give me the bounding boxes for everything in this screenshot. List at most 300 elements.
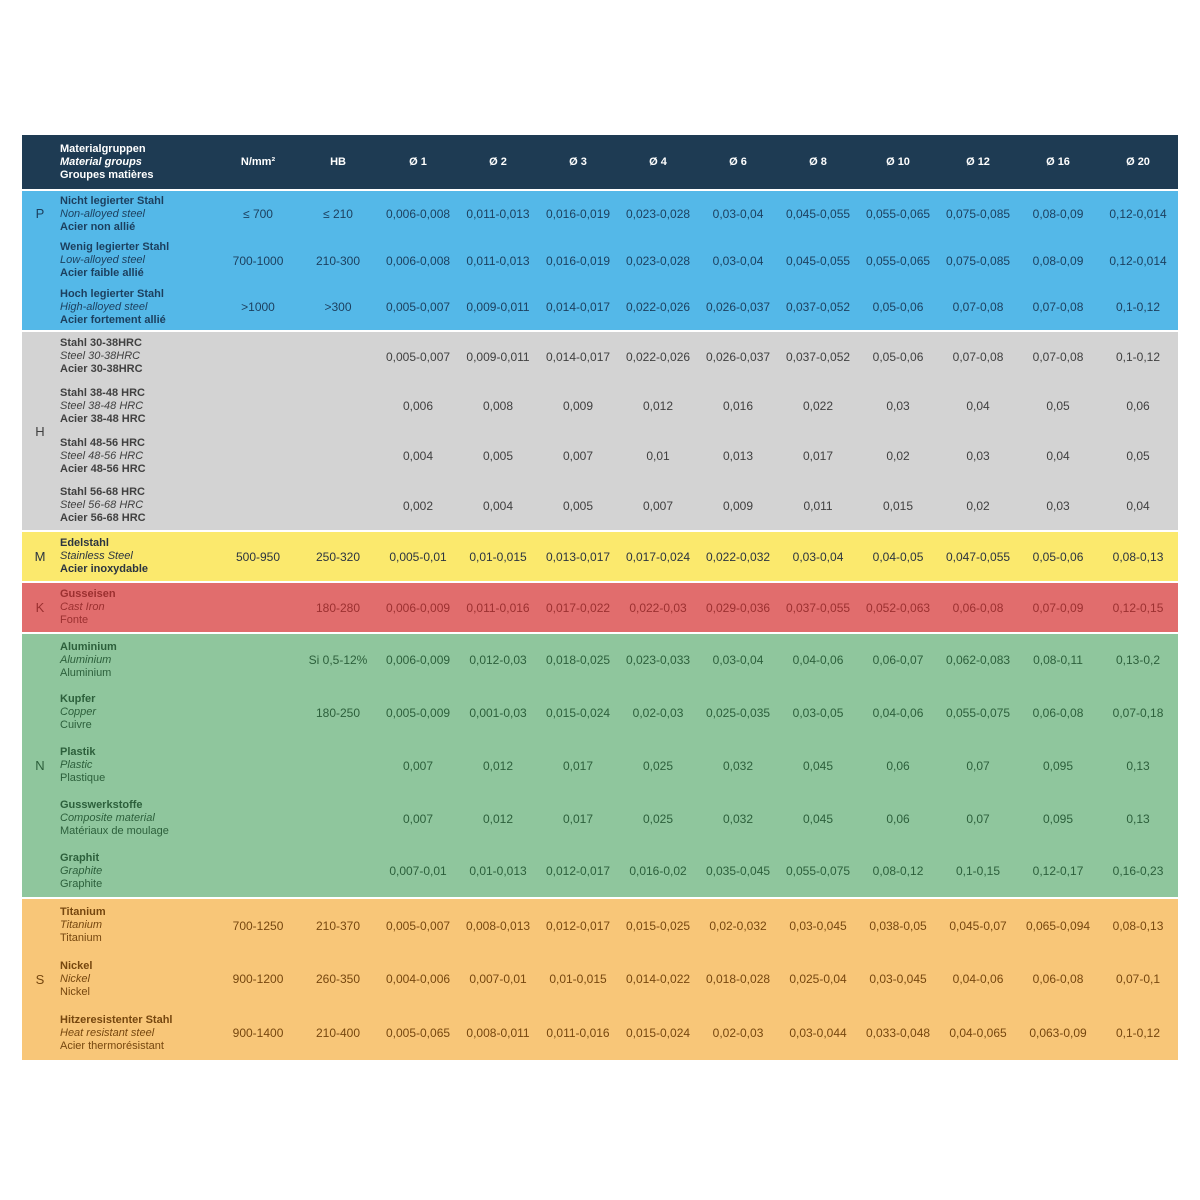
feed-value-cell: 0,026-0,037 bbox=[698, 331, 778, 381]
feed-value-cell: 0,011-0,013 bbox=[458, 237, 538, 284]
feed-value-cell: 0,05 bbox=[1098, 431, 1178, 481]
feed-value-cell bbox=[298, 481, 378, 531]
feed-value-cell: 0,022 bbox=[778, 381, 858, 431]
feed-value-cell: 0,045 bbox=[778, 792, 858, 845]
feed-value-cell: 0,055-0,065 bbox=[858, 237, 938, 284]
feed-value-cell: 0,006 bbox=[378, 381, 458, 431]
material-name-en: Steel 48-56 HRC bbox=[60, 449, 144, 462]
feed-value-cell: 0,05-0,06 bbox=[1018, 531, 1098, 582]
section-N bbox=[22, 633, 1178, 898]
feed-value-cell: 0,04-0,06 bbox=[938, 952, 1018, 1006]
feed-value-cell: 0,08-0,13 bbox=[1098, 531, 1178, 582]
material-name-fr: Cuivre bbox=[60, 719, 92, 731]
material-name bbox=[58, 531, 218, 582]
feed-value-cell: 0,07-0,09 bbox=[1018, 582, 1098, 633]
material-name bbox=[58, 381, 218, 431]
material-name-de: Wenig legierter Stahl bbox=[60, 241, 170, 253]
feed-value-cell: 0,02-0,032 bbox=[698, 898, 778, 952]
feed-value-cell: 900-1400 bbox=[218, 1006, 298, 1060]
material-name-fr: Acier 56-68 HRC bbox=[60, 512, 146, 524]
feed-value-cell: 0,004 bbox=[458, 481, 538, 531]
material-name-de: Nicht legierter Stahl bbox=[60, 194, 164, 207]
material-feed-table bbox=[22, 135, 1178, 1060]
feed-value-cell: 0,047-0,055 bbox=[938, 531, 1018, 582]
feed-value-cell: 0,016 bbox=[698, 381, 778, 431]
feed-value-cell: 0,03 bbox=[938, 431, 1018, 481]
material-name-fr: Plastique bbox=[60, 772, 106, 784]
material-name bbox=[58, 237, 218, 284]
feed-value-cell: 0,033-0,048 bbox=[858, 1006, 938, 1060]
material-row bbox=[22, 237, 1178, 284]
table-title-en: Material groups bbox=[60, 155, 142, 168]
material-name-fr: Acier 38-48 HRC bbox=[60, 412, 146, 425]
feed-value-cell: 0,12-0,014 bbox=[1098, 237, 1178, 284]
material-name-fr: Aluminium bbox=[60, 666, 112, 679]
feed-value-cell: 0,06 bbox=[858, 792, 938, 845]
material-name-en: Heat resistant steel bbox=[60, 1026, 155, 1039]
material-name-fr: Acier thermorésistant bbox=[60, 1039, 164, 1052]
feed-value-cell: 0,04-0,06 bbox=[858, 686, 938, 739]
feed-value-cell: 0,04 bbox=[1018, 431, 1098, 481]
feed-value-cell: 0,13 bbox=[1098, 792, 1178, 845]
feed-value-cell: 0,008-0,011 bbox=[458, 1006, 538, 1060]
section-letter-M: M bbox=[22, 531, 58, 582]
feed-value-cell: 0,005 bbox=[538, 481, 618, 531]
feed-value-cell: 0,009 bbox=[698, 481, 778, 531]
feed-value-cell: 0,04-0,065 bbox=[938, 1006, 1018, 1060]
material-row bbox=[22, 582, 1178, 633]
column-header: Ø 1 bbox=[378, 135, 458, 190]
section-K bbox=[22, 582, 1178, 633]
feed-value-cell: 0,13 bbox=[1098, 739, 1178, 792]
feed-value-cell: 0,05-0,06 bbox=[858, 331, 938, 381]
feed-value-cell: 0,025-0,035 bbox=[698, 686, 778, 739]
material-row bbox=[22, 431, 1178, 481]
feed-value-cell: 0,005-0,01 bbox=[378, 531, 458, 582]
material-row bbox=[22, 845, 1178, 898]
feed-value-cell: 0,005 bbox=[458, 431, 538, 481]
material-name-de: Edelstahl bbox=[60, 537, 109, 549]
section-letter-S: S bbox=[22, 898, 58, 1060]
feed-value-cell: 0,015 bbox=[858, 481, 938, 531]
feed-value-cell: 0,006-0,009 bbox=[378, 582, 458, 633]
feed-value-cell bbox=[218, 331, 298, 381]
feed-value-cell: 0,012-0,017 bbox=[538, 845, 618, 898]
feed-value-cell: 0,03-0,044 bbox=[778, 1006, 858, 1060]
feed-value-cell: 0,014-0,022 bbox=[618, 952, 698, 1006]
feed-value-cell: 700-1250 bbox=[218, 898, 298, 952]
material-name-en: Titanium bbox=[60, 919, 103, 931]
feed-value-cell: 0,025-0,04 bbox=[778, 952, 858, 1006]
feed-value-cell: 0,03-0,045 bbox=[858, 952, 938, 1006]
feed-value-cell: 0,06-0,07 bbox=[858, 633, 938, 686]
feed-value-cell bbox=[298, 845, 378, 898]
feed-value-cell: 0,16-0,23 bbox=[1098, 845, 1178, 898]
material-name-de: Gusseisen bbox=[60, 588, 116, 600]
feed-value-cell: 0,052-0,063 bbox=[858, 582, 938, 633]
feed-value-cell bbox=[218, 633, 298, 686]
section-letter-N: N bbox=[22, 633, 58, 898]
table-title bbox=[22, 135, 218, 190]
material-name bbox=[58, 1006, 218, 1060]
feed-value-cell: 0,017 bbox=[538, 792, 618, 845]
feed-value-cell: 210-370 bbox=[298, 898, 378, 952]
feed-value-cell: 0,029-0,036 bbox=[698, 582, 778, 633]
feed-value-cell: 0,026-0,037 bbox=[698, 284, 778, 331]
material-name-en: Nickel bbox=[60, 972, 90, 985]
feed-value-cell: 0,05 bbox=[1018, 381, 1098, 431]
feed-value-cell: 260-350 bbox=[298, 952, 378, 1006]
feed-value-cell: 0,004 bbox=[378, 431, 458, 481]
feed-value-cell: 0,03-0,04 bbox=[698, 190, 778, 237]
feed-value-cell: 0,004-0,006 bbox=[378, 952, 458, 1006]
column-header: Ø 3 bbox=[538, 135, 618, 190]
feed-value-cell: 0,011-0,013 bbox=[458, 190, 538, 237]
feed-value-cell: 0,007 bbox=[618, 481, 698, 531]
feed-value-cell: 0,01-0,013 bbox=[458, 845, 538, 898]
feed-value-cell: 0,038-0,05 bbox=[858, 898, 938, 952]
column-header: HB bbox=[298, 135, 378, 190]
feed-value-cell: 0,08-0,13 bbox=[1098, 898, 1178, 952]
material-name-de: Nickel bbox=[60, 959, 93, 972]
feed-value-cell: 210-300 bbox=[298, 237, 378, 284]
feed-value-cell bbox=[218, 739, 298, 792]
feed-value-cell: 0,025 bbox=[618, 739, 698, 792]
feed-value-cell: 0,011 bbox=[778, 481, 858, 531]
feed-value-cell: 0,015-0,024 bbox=[538, 686, 618, 739]
feed-value-cell: 0,017 bbox=[538, 739, 618, 792]
material-name bbox=[58, 481, 218, 531]
feed-value-cell: 0,023-0,028 bbox=[618, 237, 698, 284]
feed-value-cell: 0,04-0,06 bbox=[778, 633, 858, 686]
material-name-en: Cast Iron bbox=[60, 601, 105, 613]
material-name-en: Composite material bbox=[60, 812, 155, 824]
feed-value-cell: 0,017-0,022 bbox=[538, 582, 618, 633]
material-name bbox=[58, 898, 218, 952]
feed-value-cell: 0,006-0,008 bbox=[378, 237, 458, 284]
feed-value-cell bbox=[218, 481, 298, 531]
feed-value-cell: 0,03-0,045 bbox=[778, 898, 858, 952]
feed-value-cell: 0,032 bbox=[698, 792, 778, 845]
feed-value-cell: ≤ 210 bbox=[298, 190, 378, 237]
feed-value-cell: 0,015-0,024 bbox=[618, 1006, 698, 1060]
material-row bbox=[22, 1006, 1178, 1060]
column-header: Ø 16 bbox=[1018, 135, 1098, 190]
header-row bbox=[22, 135, 1178, 190]
material-name-de: Kupfer bbox=[60, 693, 96, 705]
column-header: Ø 4 bbox=[618, 135, 698, 190]
material-name-en: Steel 56-68 HRC bbox=[60, 499, 144, 511]
material-name-fr: Acier 30-38HRC bbox=[60, 363, 143, 375]
material-name-de: Titanium bbox=[60, 906, 106, 918]
feed-value-cell: 0,06-0,08 bbox=[1018, 686, 1098, 739]
material-name-fr: Fonte bbox=[60, 614, 89, 626]
feed-value-cell: 0,005-0,007 bbox=[378, 331, 458, 381]
material-row bbox=[22, 739, 1178, 792]
feed-value-cell: 0,022-0,03 bbox=[618, 582, 698, 633]
feed-value-cell: 0,045 bbox=[778, 739, 858, 792]
column-header: Ø 20 bbox=[1098, 135, 1178, 190]
feed-value-cell: 0,03-0,04 bbox=[778, 531, 858, 582]
material-name-de: Gusswerkstoffe bbox=[60, 799, 143, 811]
feed-value-cell: 0,02 bbox=[858, 431, 938, 481]
feed-value-cell: 0,06 bbox=[858, 739, 938, 792]
feed-value-cell: 0,02 bbox=[938, 481, 1018, 531]
feed-value-cell: 0,12-0,15 bbox=[1098, 582, 1178, 633]
material-name-fr: Matériaux de moulage bbox=[60, 825, 169, 837]
feed-value-cell: 0,006-0,008 bbox=[378, 190, 458, 237]
feed-value-cell: 0,018-0,028 bbox=[698, 952, 778, 1006]
feed-value-cell: 0,07 bbox=[938, 792, 1018, 845]
feed-value-cell: 900-1200 bbox=[218, 952, 298, 1006]
feed-value-cell: 0,1-0,12 bbox=[1098, 331, 1178, 381]
material-name-en: Non-alloyed steel bbox=[60, 207, 145, 220]
feed-value-cell: 0,13-0,2 bbox=[1098, 633, 1178, 686]
material-row bbox=[22, 481, 1178, 531]
feed-value-cell: 0,006-0,009 bbox=[378, 633, 458, 686]
feed-value-cell: 0,08-0,09 bbox=[1018, 190, 1098, 237]
feed-value-cell: 0,045-0,07 bbox=[938, 898, 1018, 952]
feed-value-cell: 0,07-0,1 bbox=[1098, 952, 1178, 1006]
material-row bbox=[22, 792, 1178, 845]
feed-value-cell: 250-320 bbox=[298, 531, 378, 582]
feed-value-cell: 0,08-0,11 bbox=[1018, 633, 1098, 686]
feed-value-cell: 0,005-0,009 bbox=[378, 686, 458, 739]
feed-value-cell: 0,01 bbox=[618, 431, 698, 481]
feed-value-cell: 0,01-0,015 bbox=[458, 531, 538, 582]
material-name-en: Steel 38-48 HRC bbox=[60, 399, 144, 412]
material-row bbox=[22, 331, 1178, 381]
feed-value-cell: 0,055-0,075 bbox=[938, 686, 1018, 739]
material-name-fr: Acier faible allié bbox=[60, 267, 144, 279]
material-name bbox=[58, 431, 218, 481]
feed-value-cell: 0,05-0,06 bbox=[858, 284, 938, 331]
column-header: Ø 8 bbox=[778, 135, 858, 190]
feed-value-cell: 500-950 bbox=[218, 531, 298, 582]
feed-value-cell: 0,013-0,017 bbox=[538, 531, 618, 582]
material-name bbox=[58, 190, 218, 237]
feed-value-cell: 0,03-0,05 bbox=[778, 686, 858, 739]
feed-value-cell: Si 0,5-12% bbox=[298, 633, 378, 686]
feed-value-cell: 0,001-0,03 bbox=[458, 686, 538, 739]
feed-value-cell: 0,07-0,08 bbox=[938, 284, 1018, 331]
feed-value-cell: 0,065-0,094 bbox=[1018, 898, 1098, 952]
feed-value-cell: 0,12-0,17 bbox=[1018, 845, 1098, 898]
feed-value-cell bbox=[298, 739, 378, 792]
feed-value-cell: 0,095 bbox=[1018, 739, 1098, 792]
feed-value-cell bbox=[218, 381, 298, 431]
feed-value-cell bbox=[218, 845, 298, 898]
material-name-en: Graphite bbox=[60, 864, 103, 877]
feed-value-cell bbox=[298, 381, 378, 431]
material-name bbox=[58, 952, 218, 1006]
feed-value-cell: 0,007 bbox=[378, 792, 458, 845]
feed-value-cell: 0,07 bbox=[938, 739, 1018, 792]
feed-value-cell: 0,095 bbox=[1018, 792, 1098, 845]
material-name bbox=[58, 582, 218, 633]
feed-value-cell: 0,009 bbox=[538, 381, 618, 431]
material-row bbox=[22, 531, 1178, 582]
feed-value-cell: 0,04 bbox=[1098, 481, 1178, 531]
section-M bbox=[22, 531, 1178, 582]
section-P bbox=[22, 190, 1178, 331]
feed-value-cell: 0,035-0,045 bbox=[698, 845, 778, 898]
feed-value-cell: >300 bbox=[298, 284, 378, 331]
feed-value-cell: 0,037-0,055 bbox=[778, 582, 858, 633]
feed-value-cell: 0,055-0,065 bbox=[858, 190, 938, 237]
feed-value-cell: 0,023-0,028 bbox=[618, 190, 698, 237]
material-name-en: Stainless Steel bbox=[60, 550, 133, 562]
feed-value-cell: 0,012 bbox=[458, 792, 538, 845]
feed-value-cell: 0,014-0,017 bbox=[538, 284, 618, 331]
material-name bbox=[58, 792, 218, 845]
feed-value-cell: 0,005-0,065 bbox=[378, 1006, 458, 1060]
feed-value-cell: >1000 bbox=[218, 284, 298, 331]
feed-value-cell: 0,07-0,08 bbox=[938, 331, 1018, 381]
material-name bbox=[58, 331, 218, 381]
feed-value-cell bbox=[298, 431, 378, 481]
feed-value-cell bbox=[218, 431, 298, 481]
feed-value-cell: 0,06 bbox=[1098, 381, 1178, 431]
material-name-de: Hoch legierter Stahl bbox=[60, 287, 164, 300]
feed-value-cell: 0,005-0,007 bbox=[378, 284, 458, 331]
material-row bbox=[22, 898, 1178, 952]
feed-value-cell: 0,011-0,016 bbox=[538, 1006, 618, 1060]
feed-value-cell: 0,03-0,04 bbox=[698, 237, 778, 284]
material-row bbox=[22, 284, 1178, 331]
feed-value-cell bbox=[298, 792, 378, 845]
table-title-fr: Groupes matières bbox=[60, 168, 154, 181]
feed-value-cell: 0,022-0,026 bbox=[618, 284, 698, 331]
feed-value-cell: 0,016-0,019 bbox=[538, 190, 618, 237]
feed-value-cell: ≤ 700 bbox=[218, 190, 298, 237]
feed-value-cell: 0,002 bbox=[378, 481, 458, 531]
feed-value-cell: 0,07-0,08 bbox=[1018, 284, 1098, 331]
material-name-de: Stahl 56-68 HRC bbox=[60, 486, 145, 498]
feed-value-cell: 0,08-0,09 bbox=[1018, 237, 1098, 284]
feed-value-cell: 0,007 bbox=[378, 739, 458, 792]
material-name bbox=[58, 633, 218, 686]
feed-value-cell: 0,008-0,013 bbox=[458, 898, 538, 952]
feed-value-cell: 0,02-0,03 bbox=[698, 1006, 778, 1060]
section-S bbox=[22, 898, 1178, 1060]
column-header: N/mm² bbox=[218, 135, 298, 190]
feed-value-cell: 180-280 bbox=[298, 582, 378, 633]
feed-value-cell: 0,018-0,025 bbox=[538, 633, 618, 686]
material-row bbox=[22, 633, 1178, 686]
column-header: Ø 2 bbox=[458, 135, 538, 190]
feed-value-cell: 0,01-0,015 bbox=[538, 952, 618, 1006]
feed-value-cell: 0,009-0,011 bbox=[458, 331, 538, 381]
feed-value-cell: 0,07-0,18 bbox=[1098, 686, 1178, 739]
feed-value-cell: 0,005-0,007 bbox=[378, 898, 458, 952]
feed-value-cell: 0,022-0,026 bbox=[618, 331, 698, 381]
feed-value-cell bbox=[218, 686, 298, 739]
feed-value-cell: 0,045-0,055 bbox=[778, 237, 858, 284]
feed-value-cell: 0,062-0,083 bbox=[938, 633, 1018, 686]
feed-value-cell: 0,009-0,011 bbox=[458, 284, 538, 331]
feed-value-cell: 0,1-0,12 bbox=[1098, 1006, 1178, 1060]
column-header: Ø 10 bbox=[858, 135, 938, 190]
feed-value-cell: 0,037-0,052 bbox=[778, 284, 858, 331]
feed-value-cell bbox=[218, 582, 298, 633]
feed-value-cell: 0,045-0,055 bbox=[778, 190, 858, 237]
material-row bbox=[22, 381, 1178, 431]
feed-value-cell: 0,023-0,033 bbox=[618, 633, 698, 686]
feed-value-cell: 0,016-0,019 bbox=[538, 237, 618, 284]
feed-value-cell: 0,008 bbox=[458, 381, 538, 431]
material-name-fr: Acier inoxydable bbox=[60, 563, 149, 575]
feed-value-cell: 180-250 bbox=[298, 686, 378, 739]
feed-value-cell: 0,012-0,03 bbox=[458, 633, 538, 686]
feed-value-cell: 0,04-0,05 bbox=[858, 531, 938, 582]
material-name-fr: Acier fortement allié bbox=[60, 313, 166, 326]
material-name bbox=[58, 739, 218, 792]
material-name-fr: Nickel bbox=[60, 985, 90, 998]
material-name bbox=[58, 284, 218, 331]
feed-value-cell: 0,06-0,08 bbox=[938, 582, 1018, 633]
feed-value-cell: 0,025 bbox=[618, 792, 698, 845]
feed-value-cell: 0,017 bbox=[778, 431, 858, 481]
feed-value-cell: 0,013 bbox=[698, 431, 778, 481]
feed-value-cell: 0,075-0,085 bbox=[938, 237, 1018, 284]
table-title-de: Materialgruppen bbox=[60, 142, 146, 155]
feed-value-cell: 0,1-0,15 bbox=[938, 845, 1018, 898]
feed-value-cell: 0,015-0,025 bbox=[618, 898, 698, 952]
feed-value-cell: 0,007 bbox=[538, 431, 618, 481]
feed-value-cell: 0,037-0,052 bbox=[778, 331, 858, 381]
feed-value-cell bbox=[218, 792, 298, 845]
column-header: Ø 6 bbox=[698, 135, 778, 190]
material-name-de: Plastik bbox=[60, 746, 96, 758]
material-name-fr: Graphite bbox=[60, 877, 103, 890]
section-letter-H: H bbox=[22, 331, 58, 531]
material-name-de: Graphit bbox=[60, 851, 100, 864]
feed-value-cell: 0,07-0,08 bbox=[1018, 331, 1098, 381]
feed-value-cell: 0,014-0,017 bbox=[538, 331, 618, 381]
feed-value-cell: 0,022-0,032 bbox=[698, 531, 778, 582]
feed-value-cell: 0,012 bbox=[618, 381, 698, 431]
feed-value-cell: 210-400 bbox=[298, 1006, 378, 1060]
material-name bbox=[58, 845, 218, 898]
feed-value-cell: 0,04 bbox=[938, 381, 1018, 431]
material-name-de: Stahl 30-38HRC bbox=[60, 337, 142, 349]
feed-value-cell: 0,012-0,017 bbox=[538, 898, 618, 952]
feed-value-cell: 0,011-0,016 bbox=[458, 582, 538, 633]
material-name-en: Low-alloyed steel bbox=[60, 254, 145, 266]
feed-value-cell: 0,12-0,014 bbox=[1098, 190, 1178, 237]
feed-value-cell: 0,012 bbox=[458, 739, 538, 792]
feed-value-cell: 0,032 bbox=[698, 739, 778, 792]
material-name-en: Plastic bbox=[60, 759, 93, 771]
material-row bbox=[22, 952, 1178, 1006]
feed-value-cell bbox=[298, 331, 378, 381]
feed-value-cell: 0,063-0,09 bbox=[1018, 1006, 1098, 1060]
material-name-en: Steel 30-38HRC bbox=[60, 350, 141, 362]
material-name-de: Stahl 48-56 HRC bbox=[60, 436, 145, 449]
section-letter-K: K bbox=[22, 582, 58, 633]
feed-value-cell: 0,02-0,03 bbox=[618, 686, 698, 739]
feed-value-cell: 0,007-0,01 bbox=[378, 845, 458, 898]
feed-value-cell: 0,06-0,08 bbox=[1018, 952, 1098, 1006]
column-header: Ø 12 bbox=[938, 135, 1018, 190]
feed-value-cell: 0,03 bbox=[858, 381, 938, 431]
material-row bbox=[22, 190, 1178, 237]
material-name-de: Hitzeresistenter Stahl bbox=[60, 1013, 173, 1026]
material-name bbox=[58, 686, 218, 739]
feed-value-cell: 0,03 bbox=[1018, 481, 1098, 531]
feed-value-cell: 0,03-0,04 bbox=[698, 633, 778, 686]
